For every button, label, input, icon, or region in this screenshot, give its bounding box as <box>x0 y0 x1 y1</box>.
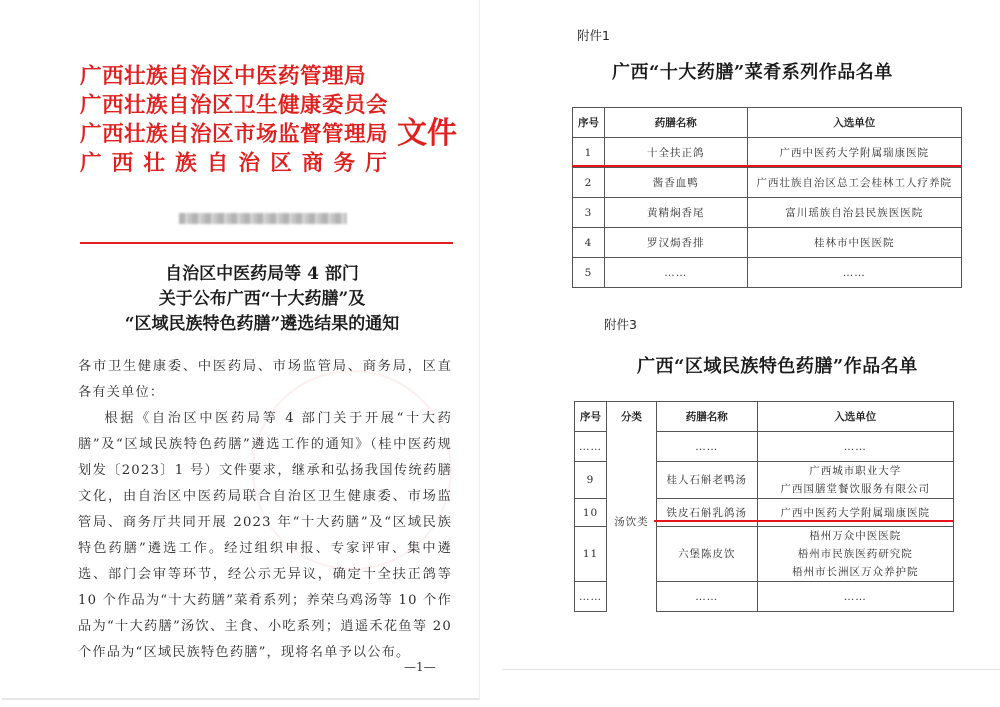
table-row <box>573 258 962 288</box>
dish-name: 六堡陈皮饮 <box>656 527 757 582</box>
unit-line: 梧州万众中医医院 <box>809 530 902 542</box>
red-divider <box>80 242 453 244</box>
notice-page <box>2 0 480 700</box>
selected-unit: …… <box>757 582 953 612</box>
attachment-1-table <box>572 107 962 288</box>
table-row <box>573 168 962 198</box>
selected-unit: …… <box>747 258 961 288</box>
list-title: 广西“区域民族特色药膳”作品名单 <box>637 356 918 377</box>
issuer-line: 广西壮族自治区中医药管理局 <box>80 64 367 89</box>
row-number: 4 <box>573 228 605 258</box>
column-header: 分类 <box>607 402 657 432</box>
selected-unit: 广西中医药大学附属瑞康医院 <box>747 138 961 168</box>
notice-body <box>78 354 452 666</box>
document-number-redacted <box>179 213 347 224</box>
column-header: 序号 <box>573 108 605 138</box>
dish-name: 罗汉焗香排 <box>604 228 747 258</box>
selected-unit: 桂林市中医医院 <box>747 228 961 258</box>
dish-name: 桂人石斛老鸭汤 <box>656 462 757 499</box>
dish-name: …… <box>656 582 757 612</box>
attachment-label: 附件1 <box>577 28 610 43</box>
row-number: …… <box>575 432 607 462</box>
notice-title-line: “区域民族特色药膳”遴选结果的通知 <box>124 314 400 334</box>
category-cell: 汤饮类 <box>607 432 657 612</box>
dish-name: 酱香血鸭 <box>604 168 747 198</box>
doc-type-label: 文件 <box>397 116 457 151</box>
selected-unit: …… <box>757 432 953 462</box>
dish-name: 十全扶正鸽 <box>604 138 747 168</box>
attachment-1-page <box>502 0 1000 300</box>
red-underline-highlight <box>572 165 962 167</box>
row-number: 9 <box>575 462 607 499</box>
notice-title <box>42 262 482 337</box>
dish-name: 铁皮石斛乳鸽汤 <box>656 499 757 527</box>
table-row <box>573 228 962 258</box>
notice-title-line: 自治区中医药局等 4 部门 <box>165 264 359 284</box>
selected-unit: 广西壮族自治区总工会桂林工人疗养院 <box>747 168 961 198</box>
selected-unit: 广西中医药大学附属瑞康医院 <box>757 499 953 527</box>
column-header: 入选单位 <box>747 108 961 138</box>
issuer-line: 广西壮族自治区卫生健康委员会 <box>80 93 389 118</box>
table-row <box>575 432 954 462</box>
row-number: 1 <box>573 138 605 168</box>
row-number: 11 <box>575 527 607 582</box>
unit-line: 梧州市长洲区万众养护院 <box>792 566 919 578</box>
attachment-label: 附件3 <box>604 317 637 332</box>
list-title: 广西“十大药膳”菜肴系列作品名单 <box>612 62 893 83</box>
page-number: —1— <box>404 660 436 674</box>
table-row <box>573 198 962 228</box>
unit-line: 广西城市职业大学 <box>809 465 902 477</box>
column-header: 药膳名称 <box>656 402 757 432</box>
notice-title-line: 关于公布广西“十大药膳”及 <box>158 289 366 309</box>
addressee: 各市卫生健康委、中医药局、市场监管局、商务局，区直各有关单位： <box>78 359 452 400</box>
red-underline-highlight <box>654 520 954 522</box>
selected-unit: 富川瑶族自治县民族医医院 <box>747 198 961 228</box>
body-paragraph: 根据《自治区中医药局等 4 部门关于开展“十大药膳”及“区域民族特色药膳”遴选工作的通知》（桂中医药规划发〔2023〕1 号）文件要求，继承和弘扬我国传统药膳文化，由自治区中医药局联合自治区卫生健康委、市场监管局、商务厅共同开展 2023 年“十大药膳”及“区域民族特色药膳”遴选工作。经过组织申报、专家评审、集中遴选、部门会审等环节，经公示无异议，确定十全扶正鸽等 10 个作品为“十大药膳”菜肴系列；养荣乌鸡汤等 10 个作品为“十大药膳”汤饮、主食、小吃系列；逍遥禾花鱼等 20 个作品为“区域民族特色药膳”，现将名单予以公布。 <box>78 411 452 660</box>
selected-unit <box>757 462 953 499</box>
unit-line: 广西国膳堂餐饮服务有限公司 <box>780 483 931 495</box>
row-number: 5 <box>573 258 605 288</box>
dish-name: 黄精焖香尾 <box>604 198 747 228</box>
table-header-row <box>573 108 962 138</box>
row-number: …… <box>575 582 607 612</box>
issuer-line: 广西壮族自治区市场监督管理局 <box>80 122 389 147</box>
row-number: 3 <box>573 198 605 228</box>
column-header: 药膳名称 <box>604 108 747 138</box>
issuer-line: 广西壮族自治区商务厅 <box>80 151 398 176</box>
row-number: 2 <box>573 168 605 198</box>
selected-unit <box>757 527 953 582</box>
column-header: 入选单位 <box>757 402 953 432</box>
dish-name: …… <box>604 258 747 288</box>
issuer-block <box>80 62 397 178</box>
column-header: 序号 <box>575 402 607 432</box>
table-header-row <box>575 402 954 432</box>
table-row <box>573 138 962 168</box>
dish-name: …… <box>656 432 757 462</box>
attachment-3-table <box>574 401 954 612</box>
unit-line: 梧州市民族医药研究院 <box>797 548 913 560</box>
row-number: 10 <box>575 499 607 527</box>
